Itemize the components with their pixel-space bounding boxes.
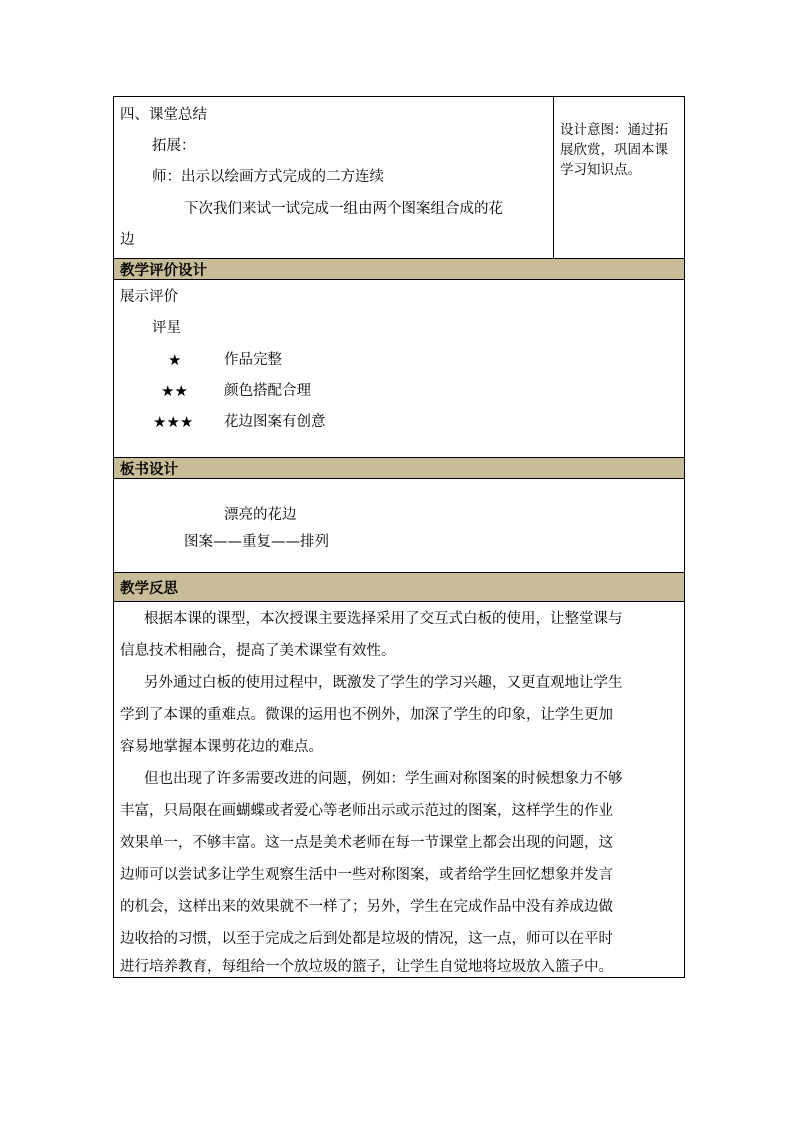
- rating-text-2: 颜色搭配合理: [224, 383, 311, 399]
- star-rating-3: ★★★: [153, 413, 194, 431]
- reflection-section: [114, 602, 684, 977]
- reflection-p2-line2: 学到了本课的重难点。微课的运用也不例外，加深了学生的印象，让学生更加: [120, 707, 613, 723]
- rating-label: 评星: [152, 320, 181, 336]
- evaluation-header-label: 教学评价设计: [120, 262, 207, 279]
- intent-line1: 设计意图：通过拓: [560, 122, 668, 138]
- evaluation-section: [114, 280, 684, 457]
- next-text-line2: 边: [120, 232, 135, 248]
- reflection-p1-line1: 根据本课的课型，本次授课主要选择采用了交互式白板的使用，让整堂课与: [144, 611, 623, 627]
- reflection-p2-line3: 容易地掌握本课剪花边的难点。: [120, 739, 323, 755]
- intent-line3: 学习知识点。: [560, 162, 641, 178]
- reflection-header-label: 教学反思: [120, 580, 178, 597]
- reflection-p3-line1: 但也出现了许多需要改进的问题，例如：学生画对称图案的时候想象力不够: [144, 771, 623, 787]
- teacher-text: 师：出示以绘画方式完成的二方连续: [152, 169, 384, 185]
- evaluation-header: [114, 258, 684, 280]
- show-evaluation: 展示评价: [120, 289, 178, 305]
- reflection-p1-line2: 信息技术相融合，提高了美术课堂有效性。: [120, 643, 396, 659]
- intent-line2: 展欣赏，巩固本课: [560, 142, 668, 158]
- star-rating-1: ★: [168, 351, 182, 369]
- reflection-p2-line1: 另外通过白板的使用过程中，既激发了学生的学习兴趣，又更直观地让学生: [144, 675, 623, 691]
- board-title: 漂亮的花边: [224, 507, 297, 523]
- reflection-header: [114, 572, 684, 602]
- summary-row: [114, 97, 684, 258]
- next-text-line1: 下次我们来试一试完成一组由两个图案组合成的花: [184, 201, 503, 217]
- reflection-p3-line7: 进行培养教育，每组给一个放垃圾的篮子，让学生自觉地将垃圾放入篮子中。: [120, 959, 613, 975]
- rating-text-1: 作品完整: [224, 352, 282, 368]
- board-header-label: 板书设计: [120, 461, 178, 478]
- reflection-p3-line4: 边师可以尝试多让学生观察生活中一些对称图案，或者给学生回忆想象并发言: [120, 867, 613, 883]
- reflection-p3-line2: 丰富，只局限在画蝴蝶或者爱心等老师出示或示范过的图案，这样学生的作业: [120, 803, 613, 819]
- rating-text-3: 花边图案有创意: [224, 414, 326, 430]
- board-section: [114, 479, 684, 572]
- lesson-plan-table: [113, 96, 685, 978]
- board-line: 图案——重复——排列: [184, 534, 329, 550]
- summary-title: 四、课堂总结: [120, 107, 207, 123]
- summary-cell: [114, 97, 554, 258]
- reflection-p3-line6: 边收拾的习惯，以至于完成之后到处都是垃圾的情况，这一点，师可以在平时: [120, 931, 613, 947]
- star-rating-2: ★★: [161, 382, 188, 400]
- board-header: [114, 457, 684, 479]
- design-intent-cell: [554, 97, 684, 258]
- reflection-p3-line5: 的机会，这样出来的效果就不一样了；另外，学生在完成作品中没有养成边做: [120, 899, 613, 915]
- extend-label: 拓展：: [152, 138, 196, 154]
- reflection-p3-line3: 效果单一，不够丰富。这一点是美术老师在每一节课堂上都会出现的问题，这: [120, 835, 613, 851]
